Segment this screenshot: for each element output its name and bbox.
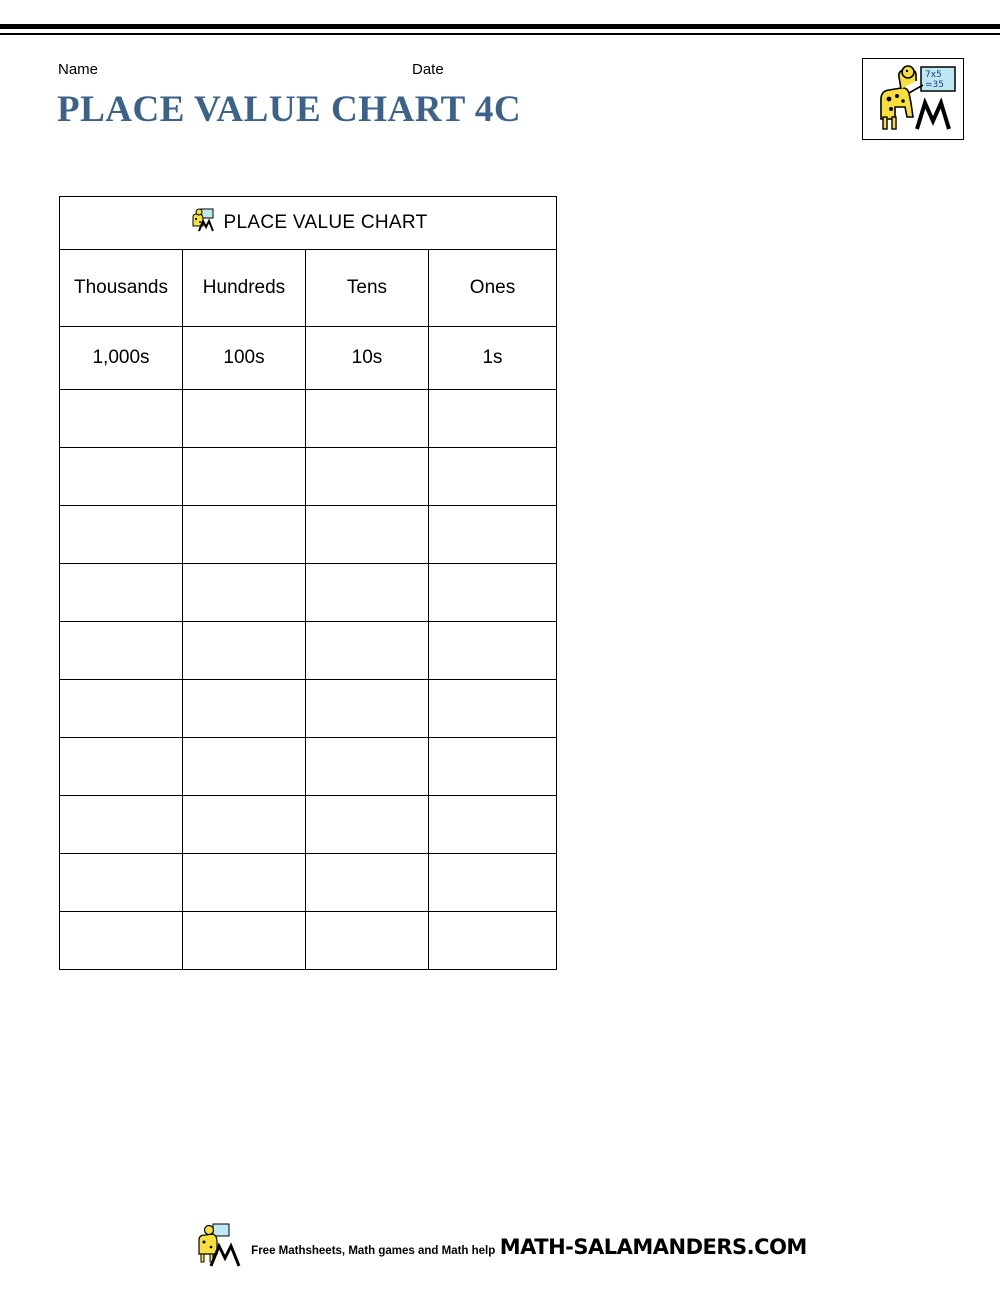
answer-cell[interactable] [306, 564, 429, 622]
table-row [60, 854, 557, 912]
answer-cell[interactable] [306, 912, 429, 970]
answer-cell[interactable] [306, 796, 429, 854]
answer-cell[interactable] [306, 448, 429, 506]
answer-cell[interactable] [183, 680, 306, 738]
answer-cell[interactable] [306, 854, 429, 912]
answer-cell[interactable] [429, 680, 557, 738]
top-rule-thin [0, 33, 1000, 35]
table-body [60, 197, 557, 970]
answer-cell[interactable] [429, 564, 557, 622]
answer-cell[interactable] [60, 448, 183, 506]
table-title-text: PLACE VALUE CHART [223, 212, 428, 233]
answer-cell[interactable] [183, 390, 306, 448]
column-subheading-tens: 10s [306, 327, 429, 390]
column-heading-hundreds: Hundreds [183, 250, 306, 327]
answer-cell[interactable] [183, 622, 306, 680]
date-label: Date [412, 61, 444, 78]
math-salamanders-mascot-icon [193, 1222, 245, 1273]
footer-site-name: MATH-SALAMANDERS.COM [499, 1235, 807, 1260]
footer-tagline: Free Mathsheets, Math games and Math help [251, 1245, 496, 1258]
answer-cell[interactable] [429, 854, 557, 912]
answer-cell[interactable] [306, 680, 429, 738]
place-value-chart-table [59, 196, 557, 970]
table-row [60, 796, 557, 854]
page-header [0, 48, 1000, 158]
table-row [60, 622, 557, 680]
answer-cell[interactable] [60, 390, 183, 448]
logo-box [862, 58, 964, 140]
answer-cell[interactable] [429, 912, 557, 970]
svg-text:=35: =35 [925, 80, 944, 90]
answer-cell[interactable] [183, 912, 306, 970]
svg-text:7x5: 7x5 [925, 70, 942, 80]
table-row [60, 506, 557, 564]
math-salamanders-mascot-icon [863, 59, 963, 139]
table-row [60, 680, 557, 738]
answer-cell[interactable] [60, 564, 183, 622]
answer-cell[interactable] [429, 796, 557, 854]
column-heading-ones: Ones [429, 250, 557, 327]
table-row [60, 390, 557, 448]
column-heading-thousands: Thousands [60, 250, 183, 327]
answer-cell[interactable] [183, 506, 306, 564]
answer-cell[interactable] [306, 390, 429, 448]
answer-cell[interactable] [429, 738, 557, 796]
answer-cell[interactable] [183, 448, 306, 506]
table-row [60, 564, 557, 622]
answer-cell[interactable] [60, 854, 183, 912]
page-footer [0, 1222, 1000, 1273]
answer-cell[interactable] [183, 738, 306, 796]
answer-cell[interactable] [183, 796, 306, 854]
page-title: PLACE VALUE CHART 4C [57, 89, 522, 130]
answer-cell[interactable] [183, 564, 306, 622]
table-title-row [60, 197, 557, 250]
answer-cell[interactable] [306, 738, 429, 796]
table-row [60, 912, 557, 970]
answer-cell[interactable] [429, 506, 557, 564]
table-row [60, 448, 557, 506]
answer-cell[interactable] [429, 448, 557, 506]
answer-cell[interactable] [60, 680, 183, 738]
table-row [60, 738, 557, 796]
answer-cell[interactable] [183, 854, 306, 912]
math-salamanders-mascot-icon [189, 208, 215, 238]
column-heading-row [60, 250, 557, 327]
answer-cell[interactable] [60, 506, 183, 564]
answer-cell[interactable] [306, 506, 429, 564]
answer-cell[interactable] [60, 622, 183, 680]
answer-cell[interactable] [60, 738, 183, 796]
column-subheading-hundreds: 100s [183, 327, 306, 390]
top-rule-thick [0, 24, 1000, 29]
column-subheading-ones: 1s [429, 327, 557, 390]
answer-cell[interactable] [60, 912, 183, 970]
answer-cell[interactable] [429, 622, 557, 680]
table-title-cell [60, 197, 557, 250]
column-subheading-thousands: 1,000s [60, 327, 183, 390]
answer-cell[interactable] [60, 796, 183, 854]
answer-cell[interactable] [429, 390, 557, 448]
column-heading-tens: Tens [306, 250, 429, 327]
column-subheading-row [60, 327, 557, 390]
name-label: Name [58, 61, 99, 78]
answer-cell[interactable] [306, 622, 429, 680]
